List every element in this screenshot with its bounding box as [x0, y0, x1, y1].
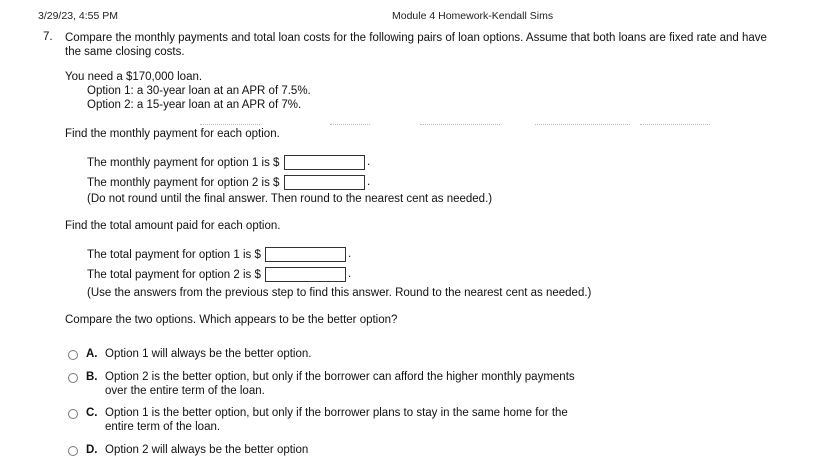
question-number: 7.: [43, 31, 53, 43]
choice-c-text-line2[interactable]: entire term of the loan.: [105, 421, 221, 433]
choice-d-letter: D.: [86, 444, 98, 456]
choice-b-text-line2[interactable]: over the entire term of the loan.: [105, 385, 265, 397]
choice-a-letter: A.: [86, 348, 98, 360]
total-payment-option2-label: The total payment for option 2 is $: [87, 269, 261, 281]
choice-b-text[interactable]: Option 2 is the better option, but only if the borrower can afford the higher monthly payments: [105, 371, 575, 383]
separator-dots: [535, 124, 630, 126]
separator-dots: [330, 124, 370, 126]
part2-instruction: Find the total amount paid for each option.: [65, 220, 281, 232]
separator-dots: [640, 124, 710, 126]
part2-note: (Use the answers from the previous step to find this answer. Round to the nearest cent as needed.): [87, 287, 592, 299]
period-mark: .: [367, 176, 371, 188]
total-payment-option1-label: The total payment for option 1 is $: [87, 249, 261, 261]
total-payment-option1-input[interactable]: [265, 247, 346, 262]
choice-a-text[interactable]: Option 1 will always be the better option.: [105, 348, 312, 360]
period-mark: .: [348, 268, 352, 280]
choice-c-text[interactable]: Option 1 is the better option, but only if the borrower plans to stay in the same home for the: [105, 407, 568, 419]
monthly-payment-option2-label: The monthly payment for option 2 is $: [87, 177, 280, 189]
part1-note: (Do not round until the final answer. Then round to the nearest cent as needed.): [87, 193, 493, 205]
part1-instruction: Find the monthly payment for each option.: [65, 128, 280, 140]
choice-c-radio[interactable]: [68, 409, 78, 419]
monthly-payment-option2-input[interactable]: [284, 175, 365, 190]
loan-need-text: You need a $170,000 loan.: [65, 71, 203, 83]
separator-dots: [420, 124, 500, 126]
period-mark: .: [367, 156, 371, 168]
separator-dots: [200, 124, 260, 126]
option1-text: Option 1: a 30-year loan at an APR of 7.5%.: [87, 85, 311, 97]
monthly-payment-option1-label: The monthly payment for option 1 is $: [87, 157, 280, 169]
print-timestamp: 3/29/23, 4:55 PM: [38, 10, 118, 22]
period-mark: .: [348, 248, 352, 260]
document-title: Module 4 Homework-Kendall Sims: [392, 10, 554, 22]
choice-b-radio[interactable]: [68, 373, 78, 383]
part3-instruction: Compare the two options. Which appears to be the better option?: [65, 314, 398, 326]
option2-text: Option 2: a 15-year loan at an APR of 7%.: [87, 99, 302, 111]
question-prompt: Compare the monthly payments and total loan costs for the following pairs of loan options. Assume that both loans are fixed rate and have the same closing costs.: [65, 32, 767, 58]
choice-d-radio[interactable]: [68, 446, 78, 456]
monthly-payment-option1-input[interactable]: [284, 155, 365, 170]
choice-d-text[interactable]: Option 2 will always be the better option: [105, 444, 309, 456]
total-payment-option2-input[interactable]: [265, 267, 346, 282]
choice-b-letter: B.: [86, 371, 98, 383]
choice-c-letter: C.: [86, 407, 98, 419]
choice-a-radio[interactable]: [68, 350, 78, 360]
